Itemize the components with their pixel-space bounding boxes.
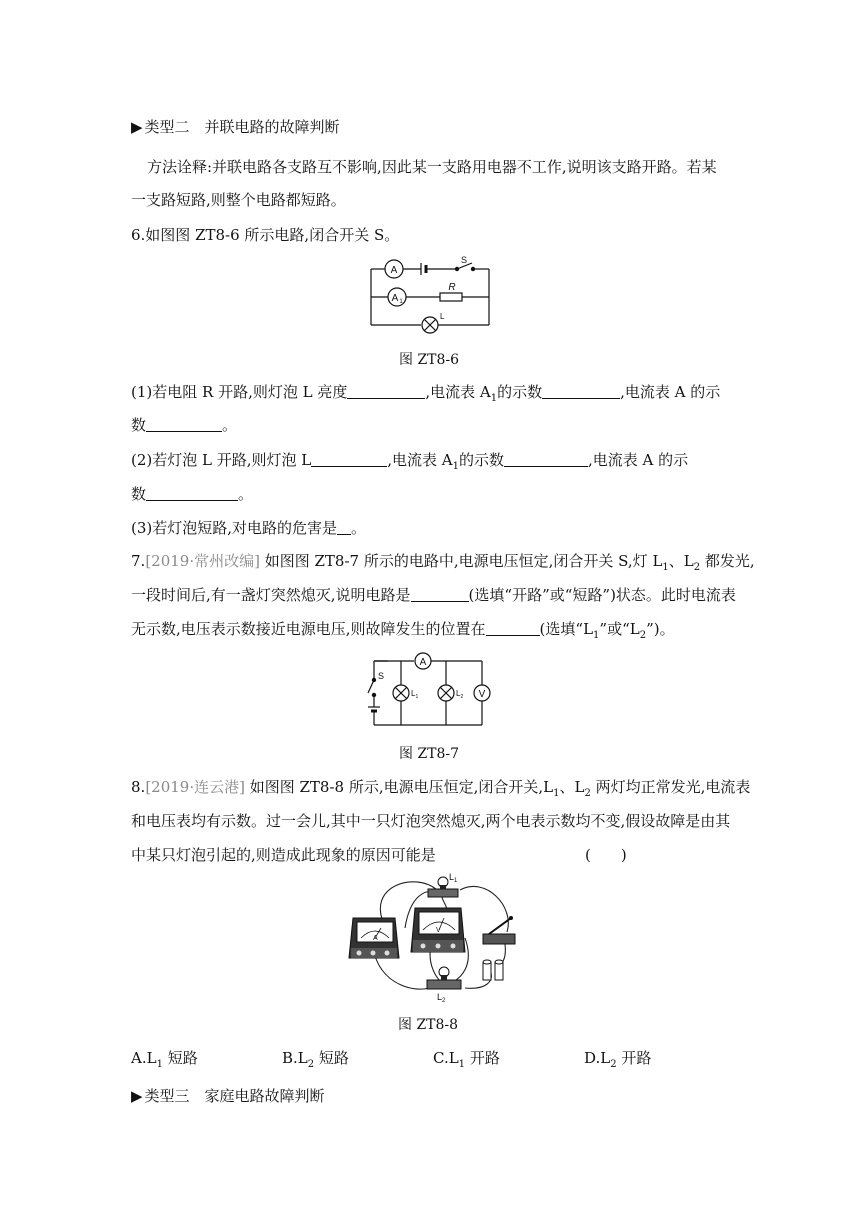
triangle-marker-icon: ▶	[131, 1087, 143, 1105]
lamp-l1-label: $L_1$	[449, 872, 458, 884]
lamp-l2-label: $L_2$	[437, 992, 446, 1004]
question-6-part-2-cont: 数 。	[131, 485, 254, 503]
answer-parentheses[interactable]: ( )	[585, 846, 627, 864]
voltmeter-v-label: V	[478, 689, 486, 700]
lamp-l1-label: $L_1$	[411, 689, 419, 700]
figure-caption-zt8-7: 图 ZT8-7	[399, 746, 460, 762]
option-b[interactable]: $B.L_2$ 短路	[282, 1049, 349, 1070]
section-title: 类型三 家庭电路故障判断	[144, 1087, 325, 1105]
svg-text:1: 1	[399, 299, 403, 305]
figure-caption-zt8-8: 图 ZT8-8	[398, 1017, 459, 1033]
ammeter-a-label: A	[419, 657, 427, 668]
switch-s-label: S	[378, 671, 385, 681]
option-a[interactable]: $A.L_1$ 短路	[131, 1049, 198, 1070]
figure-caption-zt8-6: 图 ZT8-6	[399, 352, 460, 368]
answer-blank[interactable]	[486, 620, 540, 636]
question-6-part-3: (3)若灯泡短路,对电路的危害是 。	[131, 519, 367, 537]
circuit-diagram-zt8-7	[364, 649, 494, 729]
method-line-1: 方法诠释:并联电路各支路互不影响,因此某一支路用电器不工作,说明该支路开路。若某	[147, 158, 717, 176]
question-8-line-1: 8.[2019·连云港] 如图图 ZT8-8 所示,电源电压恒定,闭合开关$,L_1$、$L_2$ 两灯均正常发光,电流表	[131, 778, 751, 799]
answer-blank[interactable]	[504, 451, 588, 467]
answer-blank[interactable]	[311, 451, 387, 467]
question-7-line-3: 无示数,电压表示数接近电源电压,则故障发生的位置在 (选填“$L_1$”或“$L_2$”)。	[131, 620, 675, 641]
question-8-line-3: 中某只灯泡引起的,则造成此现象的原因可能是	[131, 846, 436, 864]
ammeter-a1-label: A	[391, 293, 399, 304]
battery-icon	[483, 960, 503, 980]
answer-blank[interactable]	[146, 416, 222, 432]
answer-blank[interactable]	[146, 485, 238, 501]
physical-circuit-picture-zt8-8	[345, 866, 525, 1006]
option-d[interactable]: $D.L_2$ 开路	[584, 1049, 652, 1070]
ammeter-a-label: A	[390, 265, 398, 276]
question-source: [2019·常州改编]	[145, 552, 260, 570]
question-source: [2019·连云港]	[145, 778, 245, 796]
option-c[interactable]: $C.L_1$ 开路	[433, 1049, 500, 1070]
circuit-diagram-zt8-6	[368, 255, 493, 333]
question-8-line-2: 和电压表均有示数。过一会儿,其中一只灯泡突然熄灭,两个电表示数均不变,假设故障是由其	[131, 812, 731, 830]
answer-blank[interactable]	[411, 586, 469, 602]
answer-blank[interactable]	[347, 383, 425, 399]
lamp-l2-icon	[427, 967, 461, 989]
switch-s-label: S	[461, 255, 468, 265]
resistor-r-icon	[440, 293, 462, 301]
question-6-stem: 6.如图图 ZT8-6 所示电路,闭合开关 S。	[131, 226, 400, 244]
knife-switch-icon	[483, 916, 515, 944]
question-7-line-1: 7.[2019·常州改编] 如图图 ZT8-7 所示的电路中,电源电压恒定,闭合开关 S,灯 $L_1$、$L_2$ 都发光,	[131, 552, 755, 573]
ammeter-a-icon	[349, 918, 399, 958]
section-heading-type3	[131, 1086, 325, 1106]
section-heading-type2	[131, 117, 340, 137]
voltmeter-v-label: V	[436, 927, 441, 934]
question-6-part-1-cont: 数 。	[131, 416, 238, 434]
triangle-marker-icon: ▶	[131, 118, 143, 136]
method-line-2: 一支路短路,则整个电路都短路。	[131, 191, 346, 209]
voltmeter-v-icon	[411, 908, 465, 952]
section-title: 类型二 并联电路的故障判断	[144, 118, 340, 136]
question-7-line-2: 一段时间后,有一盏灯突然熄灭,说明电路是 (选填“开路”或“短路”)状态。此时电流表	[131, 586, 736, 604]
switch-s-icon	[368, 680, 374, 693]
answer-blank[interactable]	[542, 383, 620, 399]
answer-blank[interactable]	[337, 519, 351, 535]
lamp-l-label: L	[440, 312, 445, 321]
question-6-part-1: (1)若电阻 R 开路,则灯泡 L 亮度 ,电流表 $A_1$的示数 ,电流表 A 的示	[131, 383, 721, 404]
resistor-r-label: R	[448, 282, 456, 293]
lamp-l2-label: $L_2$	[456, 689, 464, 700]
ammeter-a-label: A	[373, 935, 378, 942]
question-6-part-2: (2)若灯泡 L 开路,则灯泡 L ,电流表 $A_1$的示数 ,电流表 A 的示	[131, 451, 689, 472]
